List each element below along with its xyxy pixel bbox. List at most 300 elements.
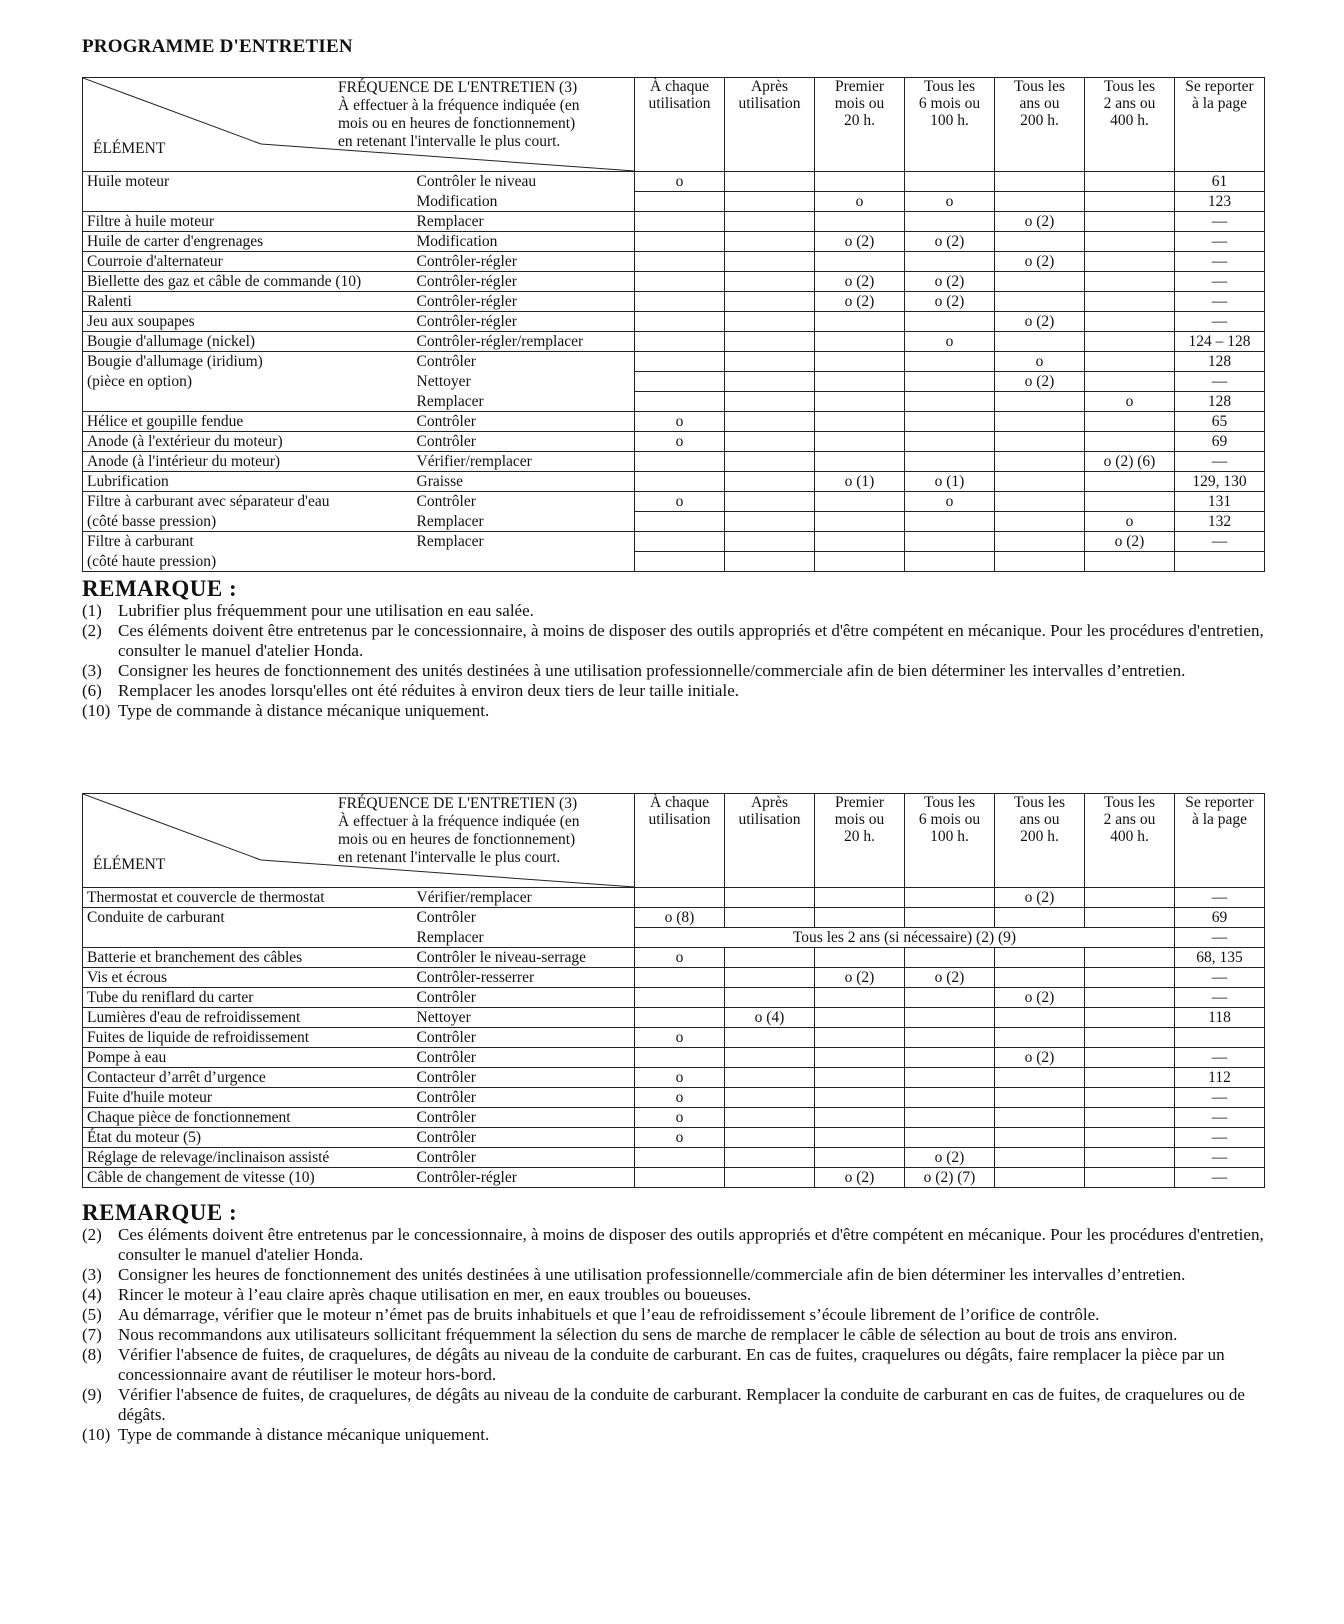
row-action: Contrôler <box>413 1148 635 1168</box>
header-line: Tous les <box>1013 78 1065 95</box>
frequency-cell <box>1085 1008 1175 1028</box>
frequency-cell <box>635 1008 725 1028</box>
table-row <box>83 412 1265 432</box>
remark-line: Nous recommandons aux utilisateurs sollicitant fréquemment la sélection du sens de marche de remplacer le câble de sélection au bout de trois <box>118 1325 1095 1344</box>
table-row <box>83 908 1265 928</box>
header-line: Après <box>750 794 789 811</box>
header-line: 400 h. <box>1110 828 1149 845</box>
row-action: Modification <box>413 192 635 212</box>
row-item: Ralenti <box>83 292 413 312</box>
row-action: Contrôler <box>413 492 635 512</box>
row-item: Huile de carter d'engrenages <box>83 232 413 252</box>
frequency-cell: o (2) <box>995 312 1085 332</box>
row-action: Remplacer <box>413 212 635 232</box>
frequency-cell: o (2) <box>815 968 905 988</box>
maintenance-table-1 <box>82 77 1265 572</box>
remark-text <box>118 1265 1272 1285</box>
frequency-cell <box>725 888 815 908</box>
frequency-cell <box>1085 332 1175 352</box>
frequency-cell: o (2) (7) <box>905 1168 995 1188</box>
page-reference: — <box>1175 452 1265 472</box>
remarks-list-2 <box>82 1225 1272 1445</box>
page-reference <box>1175 552 1265 572</box>
remark-line: les procédures d'entretien, consulter le manuel d'atelier Honda. <box>118 1225 1264 1264</box>
frequency-cell <box>995 232 1085 252</box>
row-item: Huile moteur <box>83 172 413 192</box>
frequency-cell: o <box>995 352 1085 372</box>
remarks-list-1 <box>82 601 1272 721</box>
frequency-cell <box>725 192 815 212</box>
frequency-cell <box>635 988 725 1008</box>
frequency-cell <box>725 1148 815 1168</box>
frequency-cell: o <box>905 192 995 212</box>
frequency-cell <box>815 412 905 432</box>
frequency-cell <box>725 1068 815 1088</box>
frequency-cell <box>1085 908 1175 928</box>
table-row <box>83 532 1265 552</box>
header-line: mois ou <box>834 95 885 112</box>
row-action: Contrôler le niveau <box>413 172 635 192</box>
frequency-cell <box>635 372 725 392</box>
table-row <box>83 172 1265 192</box>
header-line: à la page <box>1191 95 1248 112</box>
remark-number: (5) <box>82 1305 102 1324</box>
page-reference: — <box>1175 232 1265 252</box>
frequency-cell <box>1085 988 1175 1008</box>
frequency-cell <box>635 352 725 372</box>
row-action: Vérifier/remplacer <box>413 888 635 908</box>
frequency-cell <box>995 1088 1085 1108</box>
frequency-cell <box>1085 552 1175 572</box>
row-item: Anode (à l'extérieur du moteur) <box>83 432 413 452</box>
frequency-cell <box>725 1028 815 1048</box>
frequency-cell <box>635 888 725 908</box>
frequency-cell <box>635 192 725 212</box>
frequency-cell <box>1085 1108 1175 1128</box>
remark-number: (4) <box>82 1285 102 1304</box>
frequency-cell <box>905 512 995 532</box>
frequency-cell <box>995 192 1085 212</box>
frequency-cell <box>995 968 1085 988</box>
frequency-cell: o <box>635 1128 725 1148</box>
frequency-cell <box>725 172 815 192</box>
frequency-cell <box>905 1008 995 1028</box>
remark-number: (3) <box>82 1265 102 1284</box>
frequency-cell <box>815 1148 905 1168</box>
page-reference: — <box>1175 1128 1265 1148</box>
row-action: Contrôler-régler/remplacer <box>413 332 635 352</box>
remark-note <box>82 1285 1272 1305</box>
frequency-cell <box>1085 1028 1175 1048</box>
frequency-cell <box>635 472 725 492</box>
page-reference: — <box>1175 928 1265 948</box>
header-element-frequency <box>83 794 635 888</box>
frequency-cell <box>815 1008 905 1028</box>
table-row <box>83 1088 1265 1108</box>
page-reference: 129, 130 <box>1175 472 1265 492</box>
row-item: (côté haute pression) <box>83 552 413 572</box>
frequency-cell <box>1085 252 1175 272</box>
frequency-cell <box>725 1128 815 1148</box>
page-reference: — <box>1175 1088 1265 1108</box>
frequency-cell <box>725 352 815 372</box>
remark-text <box>118 681 1272 701</box>
row-action: Contrôler <box>413 412 635 432</box>
remark-number: (2) <box>82 1225 102 1244</box>
row-item: Batterie et branchement des câbles <box>83 948 413 968</box>
frequency-cell <box>815 532 905 552</box>
header-line: utilisation <box>738 95 801 112</box>
header-line: 20 h. <box>844 112 875 129</box>
frequency-cell <box>905 252 995 272</box>
header-element-frequency <box>83 78 635 172</box>
remark-number: (1) <box>82 601 102 620</box>
table-row <box>83 352 1265 372</box>
frequency-cell <box>725 312 815 332</box>
frequency-cell <box>905 908 995 928</box>
frequency-cell <box>995 172 1085 192</box>
table-row <box>83 232 1265 252</box>
header-line: À effectuer à la fréquence indiquée (en <box>338 813 580 830</box>
frequency-cell: o (2) <box>815 272 905 292</box>
header-line: Tous les <box>923 794 975 811</box>
remark-note <box>82 661 1272 681</box>
frequency-cell <box>635 532 725 552</box>
frequency-cell <box>1085 1068 1175 1088</box>
header-line: Tous les <box>1103 794 1155 811</box>
row-item: Lumières d'eau de refroidissement <box>83 1008 413 1028</box>
header-col6 <box>1085 794 1175 888</box>
element-label: ÉLÉMENT <box>93 856 166 873</box>
frequency-cell: o (2) <box>815 1168 905 1188</box>
frequency-cell <box>905 532 995 552</box>
frequency-cell <box>725 212 815 232</box>
header-col4 <box>905 794 995 888</box>
row-item: Anode (à l'intérieur du moteur) <box>83 452 413 472</box>
row-action: Contrôler-régler <box>413 272 635 292</box>
row-item: Biellette des gaz et câble de commande (10) <box>83 272 413 292</box>
frequency-cell <box>995 552 1085 572</box>
frequency-cell <box>905 948 995 968</box>
frequency-cell <box>995 1148 1085 1168</box>
frequency-cell: o (2) <box>815 292 905 312</box>
table-row <box>83 968 1265 988</box>
frequency-cell: o (2) <box>995 888 1085 908</box>
header-line: utilisation <box>648 811 711 828</box>
row-item: Hélice et goupille fendue <box>83 412 413 432</box>
frequency-cell <box>635 452 725 472</box>
frequency-cell <box>815 392 905 412</box>
remark-text <box>118 621 1272 661</box>
remark-number: (6) <box>82 681 102 700</box>
header-line: utilisation <box>738 811 801 828</box>
page-reference: — <box>1175 252 1265 272</box>
row-item: Câble de changement de vitesse (10) <box>83 1168 413 1188</box>
header-line: en retenant l'intervalle le plus court. <box>338 133 561 150</box>
frequency-cell <box>995 908 1085 928</box>
header-line: À effectuer à la fréquence indiquée (en <box>338 97 580 114</box>
row-item: Tube du reniflard du carter <box>83 988 413 1008</box>
frequency-cell <box>815 552 905 572</box>
frequency-cell <box>995 412 1085 432</box>
row-action: Modification <box>413 232 635 252</box>
row-item: Courroie d'alternateur <box>83 252 413 272</box>
frequency-cell: o (2) <box>905 272 995 292</box>
frequency-cell <box>995 1068 1085 1088</box>
frequency-cell: o (2) <box>815 232 905 252</box>
frequency-cell: o (2) <box>995 372 1085 392</box>
frequency-cell <box>725 332 815 352</box>
frequency-cell <box>635 252 725 272</box>
frequency-cell <box>905 1028 995 1048</box>
frequency-cell <box>905 988 995 1008</box>
remark-note <box>82 1385 1272 1425</box>
page-reference: 123 <box>1175 192 1265 212</box>
frequency-cell <box>1085 1128 1175 1148</box>
remark-title-2: REMARQUE : <box>82 1200 238 1225</box>
header-col5 <box>995 78 1085 172</box>
frequency-cell: o <box>635 948 725 968</box>
frequency-cell <box>635 232 725 252</box>
header-line: 6 mois ou <box>918 95 981 112</box>
row-action: Graisse <box>413 472 635 492</box>
page-reference: 68, 135 <box>1175 948 1265 968</box>
row-item: Jeu aux soupapes <box>83 312 413 332</box>
header-line: Premier <box>834 78 885 95</box>
frequency-cell <box>725 532 815 552</box>
frequency-cell: o <box>635 1068 725 1088</box>
row-action: Remplacer <box>413 532 635 552</box>
row-item: (côté basse pression) <box>83 512 413 532</box>
remark-line: Consigner les heures de fonctionnement des unités destinées à une utilisation professionnelle/commerciale afin de bien déterminer les <box>118 661 1033 680</box>
table-row <box>83 472 1265 492</box>
frequency-cell <box>905 212 995 232</box>
row-item: Filtre à huile moteur <box>83 212 413 232</box>
row-action: Contrôler <box>413 432 635 452</box>
remark-note <box>82 1325 1272 1345</box>
header-line: mois ou en heures de fonctionnement) <box>338 831 576 848</box>
frequency-cell <box>995 1028 1085 1048</box>
frequency-cell <box>995 432 1085 452</box>
row-item: Pompe à eau <box>83 1048 413 1068</box>
remark-line: remplacer la pièce par un concessionnaire avant de réutiliser le moteur hors-bord. <box>118 1345 1225 1384</box>
row-action: Contrôler-régler <box>413 312 635 332</box>
page-reference: 131 <box>1175 492 1265 512</box>
remark-line: Type de commande à distance mécanique uniquement. <box>118 701 490 720</box>
frequency-cell: o (2) <box>995 988 1085 1008</box>
row-item: État du moteur (5) <box>83 1128 413 1148</box>
page-reference: — <box>1175 1108 1265 1128</box>
row-action: Contrôler-régler <box>413 1168 635 1188</box>
remark-number: (3) <box>82 661 102 680</box>
table-row <box>83 1148 1265 1168</box>
frequency-cell <box>905 1128 995 1148</box>
header-line: 200 h. <box>1020 112 1059 129</box>
table-row <box>83 1168 1265 1188</box>
frequency-cell <box>905 172 995 192</box>
remark-title-1: REMARQUE : <box>82 576 238 601</box>
remark-text <box>118 601 1272 621</box>
frequency-cell <box>725 272 815 292</box>
frequency-cell <box>815 492 905 512</box>
table-row <box>83 452 1265 472</box>
remark-text <box>118 661 1272 681</box>
frequency-cell <box>905 452 995 472</box>
header-line: Premier <box>834 794 885 811</box>
frequency-cell <box>635 1148 725 1168</box>
header-line: Se reporter <box>1185 78 1254 95</box>
header-col1 <box>635 794 725 888</box>
row-action: Remplacer <box>413 928 635 948</box>
frequency-cell <box>995 392 1085 412</box>
remark-line: intervalles d’entretien. <box>1032 661 1186 680</box>
remark-line: Vérifier l'absence de fuites, de craquelures, de dégâts au niveau de la conduite de carburant. Remplacer la conduite de carburant en cas de <box>118 1385 1059 1404</box>
header-line: Tous les <box>1013 794 1065 811</box>
frequency-cell <box>815 432 905 452</box>
frequency-cell <box>1085 292 1175 312</box>
frequency-cell: o (2) <box>905 968 995 988</box>
page-reference: 65 <box>1175 412 1265 432</box>
frequency-cell <box>725 392 815 412</box>
header-line: utilisation <box>648 95 711 112</box>
row-item: Bougie d'allumage (iridium) <box>83 352 413 372</box>
remark-note <box>82 621 1272 661</box>
row-action: Nettoyer <box>413 372 635 392</box>
remark-note <box>82 1265 1272 1285</box>
frequency-cell: o (2) <box>905 1148 995 1168</box>
row-item <box>83 192 413 212</box>
frequency-cell <box>815 988 905 1008</box>
page-reference: 69 <box>1175 908 1265 928</box>
frequency-cell: o <box>635 1108 725 1128</box>
row-action: Contrôler <box>413 1028 635 1048</box>
page-reference: — <box>1175 272 1265 292</box>
remark-line: Lubrifier plus fréquemment pour une utilisation en eau salée. <box>118 601 534 620</box>
frequency-cell <box>725 948 815 968</box>
frequency-cell <box>1085 472 1175 492</box>
frequency-cell <box>995 1128 1085 1148</box>
table-row <box>83 888 1265 908</box>
frequency-cell <box>725 1048 815 1068</box>
frequency-cell <box>905 888 995 908</box>
header-col1 <box>635 78 725 172</box>
header-col7 <box>1175 794 1265 888</box>
table-row <box>83 292 1265 312</box>
row-action: Contrôler-régler <box>413 252 635 272</box>
remark-number: (2) <box>82 621 102 640</box>
header-line: Tous les <box>1103 78 1155 95</box>
frequency-cell <box>815 1128 905 1148</box>
frequency-cell <box>995 1008 1085 1028</box>
frequency-cell <box>815 212 905 232</box>
frequency-cell: o (8) <box>635 908 725 928</box>
table-row <box>83 1028 1265 1048</box>
table-row <box>83 192 1265 212</box>
frequency-cell: o <box>905 492 995 512</box>
frequency-cell <box>1085 212 1175 232</box>
table-row <box>83 988 1265 1008</box>
frequency-cell <box>635 312 725 332</box>
remark-number: (10) <box>82 701 111 720</box>
frequency-cell: o <box>1085 392 1175 412</box>
frequency-cell: o <box>905 332 995 352</box>
header-line: 200 h. <box>1020 828 1059 845</box>
table-row <box>83 392 1265 412</box>
frequency-cell <box>635 272 725 292</box>
page-reference: — <box>1175 372 1265 392</box>
remark-line: intervalles d’entretien. <box>1032 1265 1186 1284</box>
frequency-cell <box>815 1088 905 1108</box>
row-action: Contrôler <box>413 1128 635 1148</box>
frequency-cell <box>635 332 725 352</box>
remark-number: (7) <box>82 1325 102 1344</box>
frequency-cell <box>725 412 815 432</box>
table-row <box>83 332 1265 352</box>
header-col7 <box>1175 78 1265 172</box>
remark-number: (8) <box>82 1345 102 1364</box>
table-row <box>83 1128 1265 1148</box>
row-action <box>413 552 635 572</box>
frequency-cell <box>1085 372 1175 392</box>
frequency-cell: o <box>635 412 725 432</box>
row-action: Contrôler <box>413 352 635 372</box>
frequency-cell <box>1085 352 1175 372</box>
header-line: À chaque <box>650 794 709 811</box>
header-col3 <box>815 794 905 888</box>
remark-line: ans environ. <box>1094 1325 1178 1344</box>
row-item: Conduite de carburant <box>83 908 413 928</box>
row-item <box>83 928 413 948</box>
frequency-cell <box>905 312 995 332</box>
remark-line: fuites, de craquelures ou de dégâts. <box>118 1385 1245 1424</box>
frequency-cell <box>815 1048 905 1068</box>
remark-note <box>82 1345 1272 1385</box>
frequency-cell <box>905 432 995 452</box>
header-line: FRÉQUENCE DE L'ENTRETIEN (3) <box>338 79 578 96</box>
row-action: Contrôler-régler <box>413 292 635 312</box>
header-line: FRÉQUENCE DE L'ENTRETIEN (3) <box>338 795 578 812</box>
frequency-cell <box>725 988 815 1008</box>
frequency-cell: o <box>635 1028 725 1048</box>
table-row <box>83 1068 1265 1088</box>
remark-note <box>82 681 1272 701</box>
page-reference: — <box>1175 1168 1265 1188</box>
frequency-cell: o (1) <box>815 472 905 492</box>
frequency-cell <box>995 472 1085 492</box>
frequency-cell: o <box>635 432 725 452</box>
frequency-cell: o <box>815 192 905 212</box>
maintenance-table-2 <box>82 793 1265 1188</box>
table-row <box>83 492 1265 512</box>
page-reference: 118 <box>1175 1008 1265 1028</box>
page-reference: — <box>1175 1148 1265 1168</box>
row-action: Contrôler le niveau-serrage <box>413 948 635 968</box>
frequency-cell <box>995 272 1085 292</box>
frequency-cell <box>1085 232 1175 252</box>
frequency-cell <box>1085 968 1175 988</box>
header-line: ans ou <box>1019 95 1060 112</box>
frequency-cell <box>1085 492 1175 512</box>
frequency-cell <box>905 552 995 572</box>
header-line: 400 h. <box>1110 112 1149 129</box>
page-reference: 132 <box>1175 512 1265 532</box>
remark-line: Remplacer les anodes lorsqu'elles ont été réduites à environ deux tiers de leur taille initiale. <box>118 681 739 700</box>
header-line: 2 ans ou <box>1103 95 1156 112</box>
frequency-cell <box>905 1108 995 1128</box>
frequency-cell <box>815 948 905 968</box>
header-line: à la page <box>1191 811 1248 828</box>
row-action: Contrôler <box>413 1048 635 1068</box>
